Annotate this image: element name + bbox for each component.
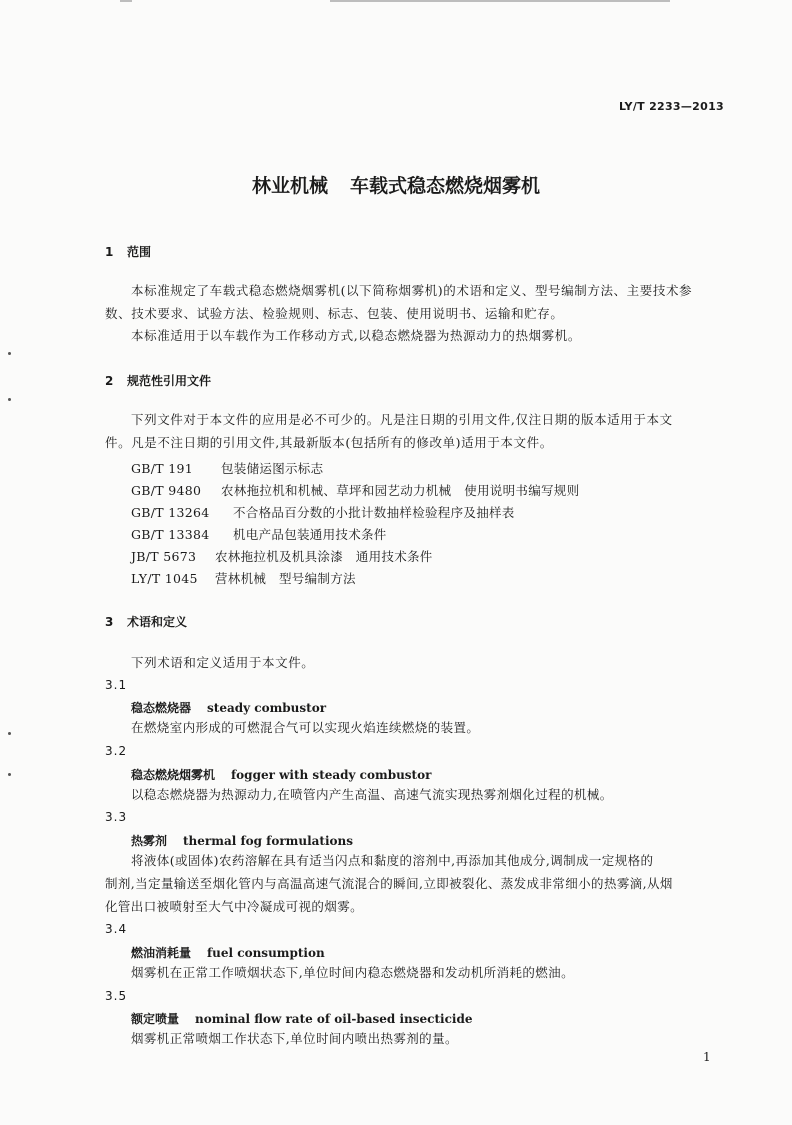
reference-name: 机电产品包装通用技术条件: [233, 527, 387, 542]
term-heading: [131, 1010, 472, 1027]
section-title: 术语和定义: [127, 615, 188, 629]
term-definition: 化管出口被喷射至大气中冷凝成可视的烟雾。: [105, 899, 364, 914]
section-heading-terms: [105, 613, 187, 630]
top-border-right: [330, 0, 670, 2]
scan-mark: [8, 398, 11, 401]
top-border-left: [120, 0, 132, 2]
term-heading: [131, 699, 326, 716]
term-en: thermal fog formulations: [183, 834, 354, 848]
title-part1: 林业机械: [251, 175, 328, 197]
reference-item: [131, 547, 433, 565]
reference-code: JB/T 5673: [131, 549, 197, 564]
reference-name: 不合格品百分数的小批计数抽样检验程序及抽样表: [233, 505, 515, 520]
scope-para1-line2: 数、技术要求、试验方法、检验规则、标志、包装、使用说明书、运输和贮存。: [105, 306, 564, 321]
scan-mark: [8, 773, 11, 776]
section-title: 规范性引用文件: [127, 374, 212, 388]
section-heading-scope: [105, 243, 151, 260]
scan-mark: [8, 352, 11, 355]
term-definition: 在燃烧室内形成的可燃混合气可以实现火焰连续燃烧的装置。: [131, 720, 480, 735]
reference-item: [131, 569, 356, 587]
term-zh: 燃油消耗量: [131, 946, 192, 960]
term-definition: 烟雾机正常喷烟工作状态下,单位时间内喷出热雾剂的量。: [131, 1031, 458, 1046]
term-number: 3.3: [105, 810, 128, 824]
scan-mark: [8, 732, 11, 735]
term-definition: 烟雾机在正常工作喷烟状态下,单位时间内稳态燃烧器和发动机所消耗的燃油。: [131, 965, 574, 980]
term-number: 3.2: [105, 744, 128, 758]
term-en: fuel consumption: [207, 946, 325, 960]
term-definition: 制剂,当定量输送至烟化管内与高温高速气流混合的瞬间,立即被裂化、蒸发成非常细小的热雾滴,从烟: [105, 876, 673, 891]
section-title: 范围: [127, 245, 152, 259]
reference-item: [131, 481, 579, 499]
term-number: 3.1: [105, 678, 128, 692]
term-heading: [131, 766, 431, 783]
section-number: 3: [105, 615, 114, 629]
term-en: steady combustor: [207, 701, 327, 715]
reference-item: [131, 459, 323, 477]
reference-name: 农林拖拉机及机具涂漆 通用技术条件: [215, 549, 433, 564]
page-title: [0, 171, 792, 198]
references-intro-line2: 件。凡是不注日期的引用文件,其最新版本(包括所有的修改单)适用于本文件。: [105, 435, 553, 450]
term-number: 3.5: [105, 989, 128, 1003]
section-heading-references: [105, 372, 211, 389]
term-zh: 额定喷量: [131, 1012, 180, 1026]
term-definition: 以稳态燃烧器为热源动力,在喷管内产生高温、高速气流实现热雾剂烟化过程的机械。: [131, 787, 613, 802]
term-definition: 将液体(或固体)农药溶解在具有适当闪点和黏度的溶剂中,再添加其他成分,调制成一定规格的: [131, 853, 654, 868]
reference-code: GB/T 9480: [131, 483, 202, 498]
term-zh: 稳态燃烧烟雾机: [131, 768, 216, 782]
reference-item: [131, 503, 515, 521]
term-heading: [131, 832, 353, 849]
term-zh: 稳态燃烧器: [131, 701, 192, 715]
title-part2: 车载式稳态燃烧烟雾机: [350, 175, 541, 197]
reference-code: LY/T 1045: [131, 571, 198, 586]
terms-intro: 下列术语和定义适用于本文件。: [131, 655, 315, 670]
references-intro-line1: 下列文件对于本文件的应用是必不可少的。凡是注日期的引用文件,仅注日期的版本适用于本文: [131, 412, 673, 427]
reference-code: GB/T 191: [131, 461, 193, 476]
section-number: 1: [105, 245, 114, 259]
term-en: nominal flow rate of oil-based insecticide: [195, 1012, 473, 1026]
reference-item: [131, 525, 387, 543]
term-number: 3.4: [105, 922, 128, 936]
section-number: 2: [105, 374, 114, 388]
reference-code: GB/T 13264: [131, 505, 210, 520]
term-heading: [131, 944, 325, 961]
page-number: 1: [703, 1050, 711, 1064]
scope-para1-line1: 本标准规定了车载式稳态燃烧烟雾机(以下简称烟雾机)的术语和定义、型号编制方法、主要技术参: [131, 283, 693, 298]
reference-name: 包装储运图示标志: [221, 461, 324, 476]
term-zh: 热雾剂: [131, 834, 168, 848]
standard-number: LY/T 2233—2013: [618, 100, 724, 113]
term-en: fogger with steady combustor: [231, 768, 432, 782]
reference-name: 农林拖拉机和机械、草坪和园艺动力机械 使用说明书编写规则: [221, 483, 580, 498]
scope-para2: 本标准适用于以车载作为工作移动方式,以稳态燃烧器为热源动力的热烟雾机。: [131, 328, 581, 343]
reference-name: 营林机械 型号编制方法: [215, 571, 356, 586]
reference-code: GB/T 13384: [131, 527, 210, 542]
